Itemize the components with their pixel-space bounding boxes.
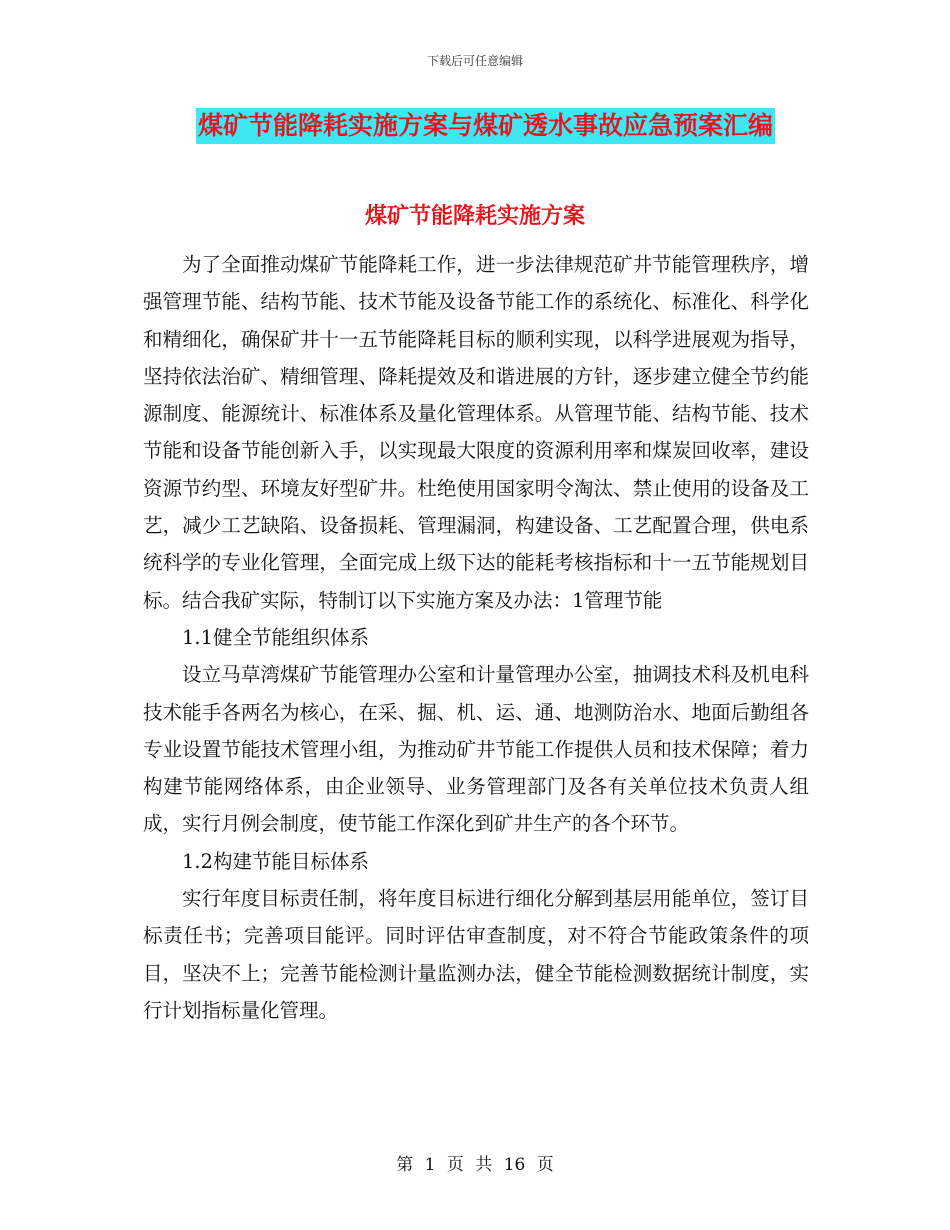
subheading-1-2: 1.2构建节能目标体系 xyxy=(182,849,370,873)
paragraph-1-1: 设立马草湾煤矿节能管理办公室和计量管理办公室，抽调技术科及机电科技术能手各两名为核心，在采、掘、机、运、通、地测防治水、地面后勤组各专业设置节能技术管理小组，为推动矿井节能工作提供人员和技术保障；着力构建节能网络体系，由企业领导、业务管理部门及各有关单位技术负责人组成，实行月例会制度，使节能工作深化到矿井生产的各个环节。 xyxy=(143,663,809,836)
paragraph-intro: 为了全面推动煤矿节能降耗工作，进一步法律规范矿井节能管理秩序，增强管理节能、结构节能、技术节能及设备节能工作的系统化、标准化、科学化和精细化，确保矿井十一五节能降耗目标的顺利实现，以科学进展观为指导，坚持依法治矿、精细管理、降耗提效及和谐进展的方针，逐步建立健全节约能源制度、能源统计、标准体系及量化管理体系。从管理节能、结构节能、技术节能和设备节能创新入手，以实现最大限度的资源利用率和煤炭回收率，建设资源节约型、环境友好型矿井。杜绝使用国家明令淘汰、禁止使用的设备及工艺，减少工艺缺陷、设备损耗、管理漏洞，构建设备、工艺配置合理，供电系统科学的专业化管理，全面完成上级下达的能耗考核指标和十一五节能规划目标。结合我矿实际，特制订以下实施方案及办法：1管理节能 xyxy=(143,253,809,612)
document-body xyxy=(143,246,809,1029)
header-note: 下载后可任意编辑 xyxy=(426,54,523,68)
section-title: 煤矿节能降耗实施方案 xyxy=(364,204,585,229)
document-title: 煤矿节能降耗实施方案与煤矿透水事故应急预案汇编 xyxy=(196,108,775,144)
page-indicator: 第 1 页 共 16 页 xyxy=(396,1155,554,1175)
subheading-1-1: 1.1健全节能组织体系 xyxy=(182,625,370,649)
paragraph-1-2: 实行年度目标责任制，将年度目标进行细化分解到基层用能单位，签订目标责任书；完善项目能评。同时评估审查制度，对不符合节能政策条件的项目，坚决不上；完善节能检测计量监测办法，健全节能检测数据统计制度，实行计划指标量化管理。 xyxy=(143,887,809,1022)
